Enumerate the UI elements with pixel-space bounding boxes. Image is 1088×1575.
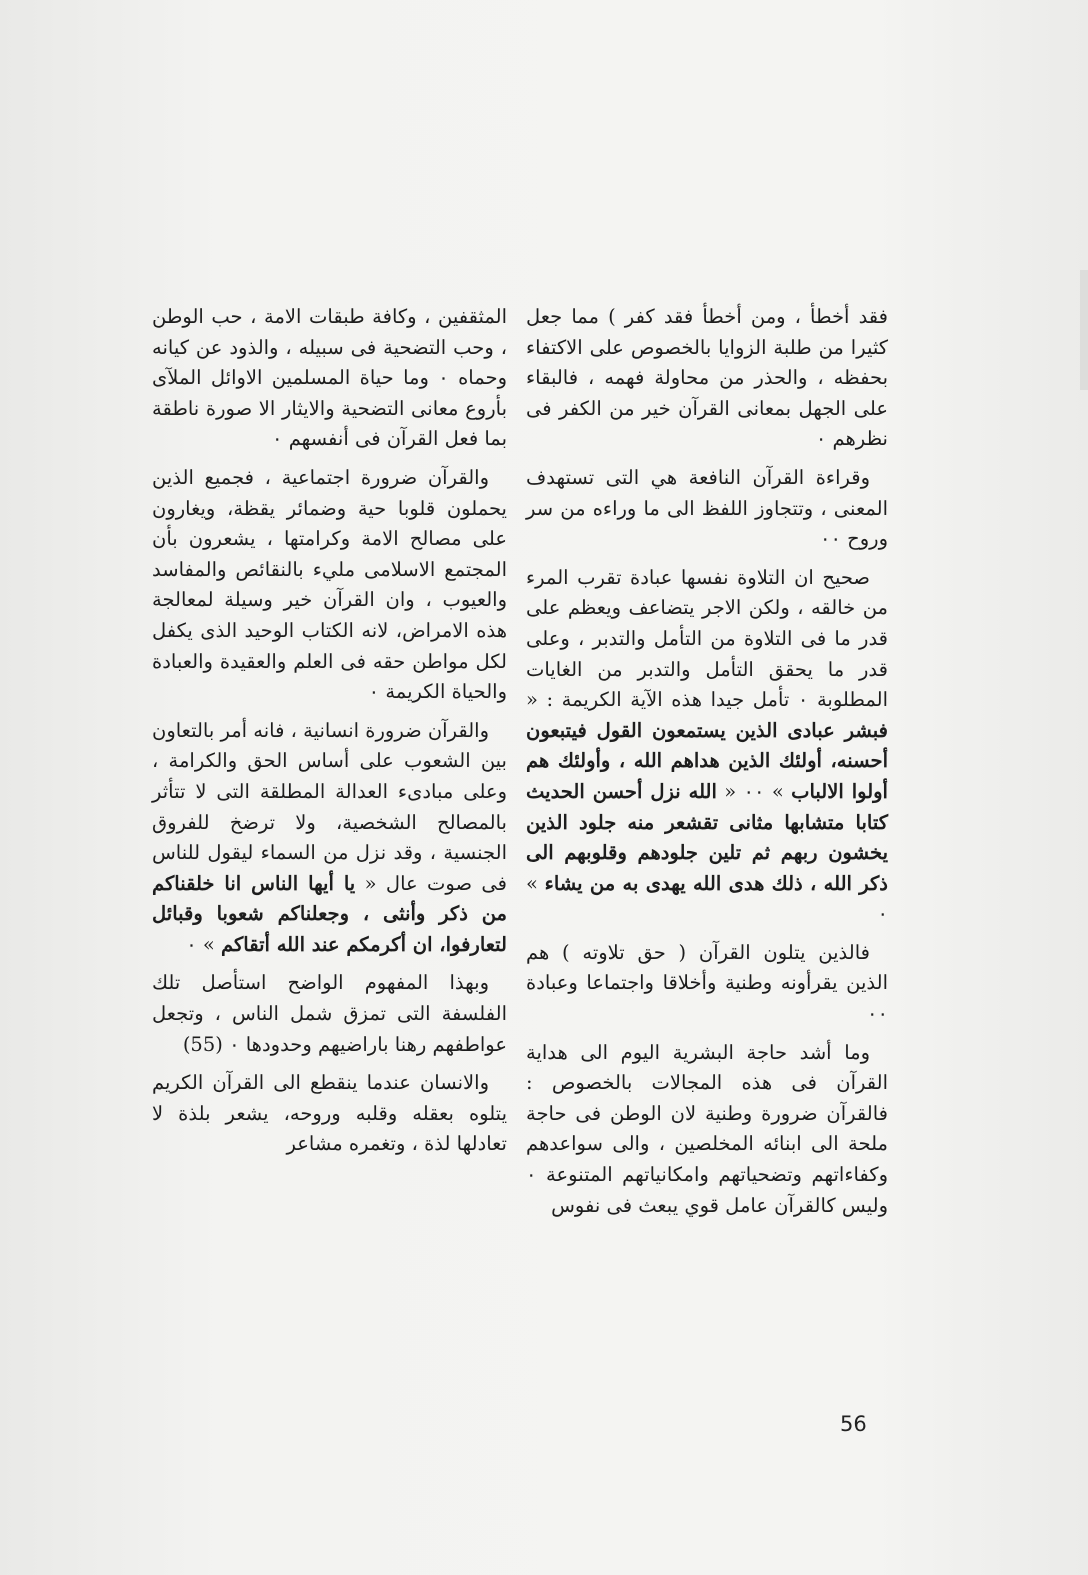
paragraph: المثقفين ، وكافة طبقات الامة ، حب الوطن ، وحب التضحية فى سبيله ، والذود عن كيانه وحماه ٠ وما حياة المسلمين الاوائل الملآى بأروع معانى التضحية والايثار الا صورة ناطقة بما فعل القرآن فى أنفسهم ٠ (152, 305, 507, 451)
right-text-column (526, 302, 888, 1229)
paragraph-with-quote (526, 563, 888, 930)
paragraph: والانسان عندما ينقطع الى القرآن الكريم يتلوه بعقله وقلبه وروحه، يشعر بلذة لا تعادلها لذة ، وتغمره مشاعر (152, 1071, 507, 1156)
left-text-column (152, 302, 507, 1168)
page-edge-shadow (1080, 270, 1088, 390)
quranic-verse: فبشر عبادى الذين يستمعون القول فيتبعون أحسنه، أولئك الذين هداهم الله ، وأولئك هم أولوا الالباب (526, 718, 888, 803)
paragraph-text: » ٠٠ « (716, 779, 792, 803)
quranic-verse: يا أيها الناس انا خلقناكم من ذكر وأنثى ، وجعلناكم شعوبا وقبائل لتعارفوا، ان أكرمكم عند الله أتقاكم (152, 871, 507, 956)
quranic-verse: الله نزل أحسن الحديث كتابا متشابها مثانى تقشعر منه جلود الذين يخشون ربهم ثم تلين جلودهم وقلوبهم الى ذكر الله ، ذلك هدى الله يهدى به من يشاء (526, 779, 888, 895)
paragraph: فالذين يتلون القرآن ( حق تلاوته ) هم الذين يقرأونه وطنية وأخلاقا واجتماعا وعبادة ٠٠ (526, 940, 888, 1026)
paragraph-text: » ٠ (526, 871, 888, 926)
paragraph-text: » ٠ (186, 932, 222, 956)
paragraph: والقرآن ضرورة اجتماعية ، فجميع الذين يحملون قلوبا حية وضمائر يقظة، ويغارون على مصالح الامة وكرامتها ، يشعرون بأن المجتمع الاسلامى مليء بالنقائص والمفاسد والعيوب ، وان القرآن خير وسيلة لمعالجة هذه الامراض، لانه الكتاب الوحيد الذى يكفل لكل مواطن حقه فى العلم والعقيدة والعبادة والحياة الكريمة ٠ (152, 465, 507, 704)
paragraph-text: صحيح ان التلاوة نفسها عبادة تقرب المرء من خالقه ، ولكن الاجر يتضاعف ويعظم على قدر ما فى التلاوة من التأمل والتدبر ، وعلى قدر ما يحقق التأمل والتدبر من الغايات المطلوبة ٠ تأمل جيدا هذه الآية الكريمة : « (526, 565, 888, 712)
paragraph: وما أشد حاجة البشرية اليوم الى هداية القرآن فى هذه المجالات بالخصوص : فالقرآن ضرورة وطنية لان الوطن فى حاجة ملحة الى ابنائه المخلصين ، والى سواعدهم وكفاءاتهم وتضحياتهم وامكانياتهم المتنوعة ٠ وليس كالقرآن عامل قوي يبعث فى نفوس (526, 1040, 888, 1217)
paragraph: وقراءة القرآن النافعة هي التى تستهدف المعنى ، وتتجاوز اللفظ الى ما وراءه من سر وروح ٠٠ (526, 465, 888, 551)
page-number: 56 (840, 1412, 867, 1436)
paragraph: فقد أخطأ ، ومن أخطأ فقد كفر ) مما جعل كثيرا من طلبة الزوايا بالخصوص على الاكتفاء بحفظه ، والحذر من محاولة فهمه ، فالبقاء على الجهل بمعانى القرآن خير من الكفر فى نظرهم ٠ (526, 305, 888, 451)
paragraph-with-quote (152, 716, 507, 961)
paragraph-text: والقرآن ضرورة انسانية ، فانه أمر بالتعاون بين الشعوب على أساس الحق والكرامة ، وعلى مبادىء العدالة المطلقة التى لا تتأثر بالمصالح الشخصية، ولا ترضخ للفروق الجنسية ، وقد نزل من السماء ليقول للناس فى صوت عال « (152, 718, 507, 895)
paragraph: وبهذا المفهوم الواضح استأصل تلك الفلسفة التى تمزق شمل الناس ، وتجعل عواطفهم رهنا باراضيهم وحدودها ٠ (55) (152, 971, 507, 1056)
